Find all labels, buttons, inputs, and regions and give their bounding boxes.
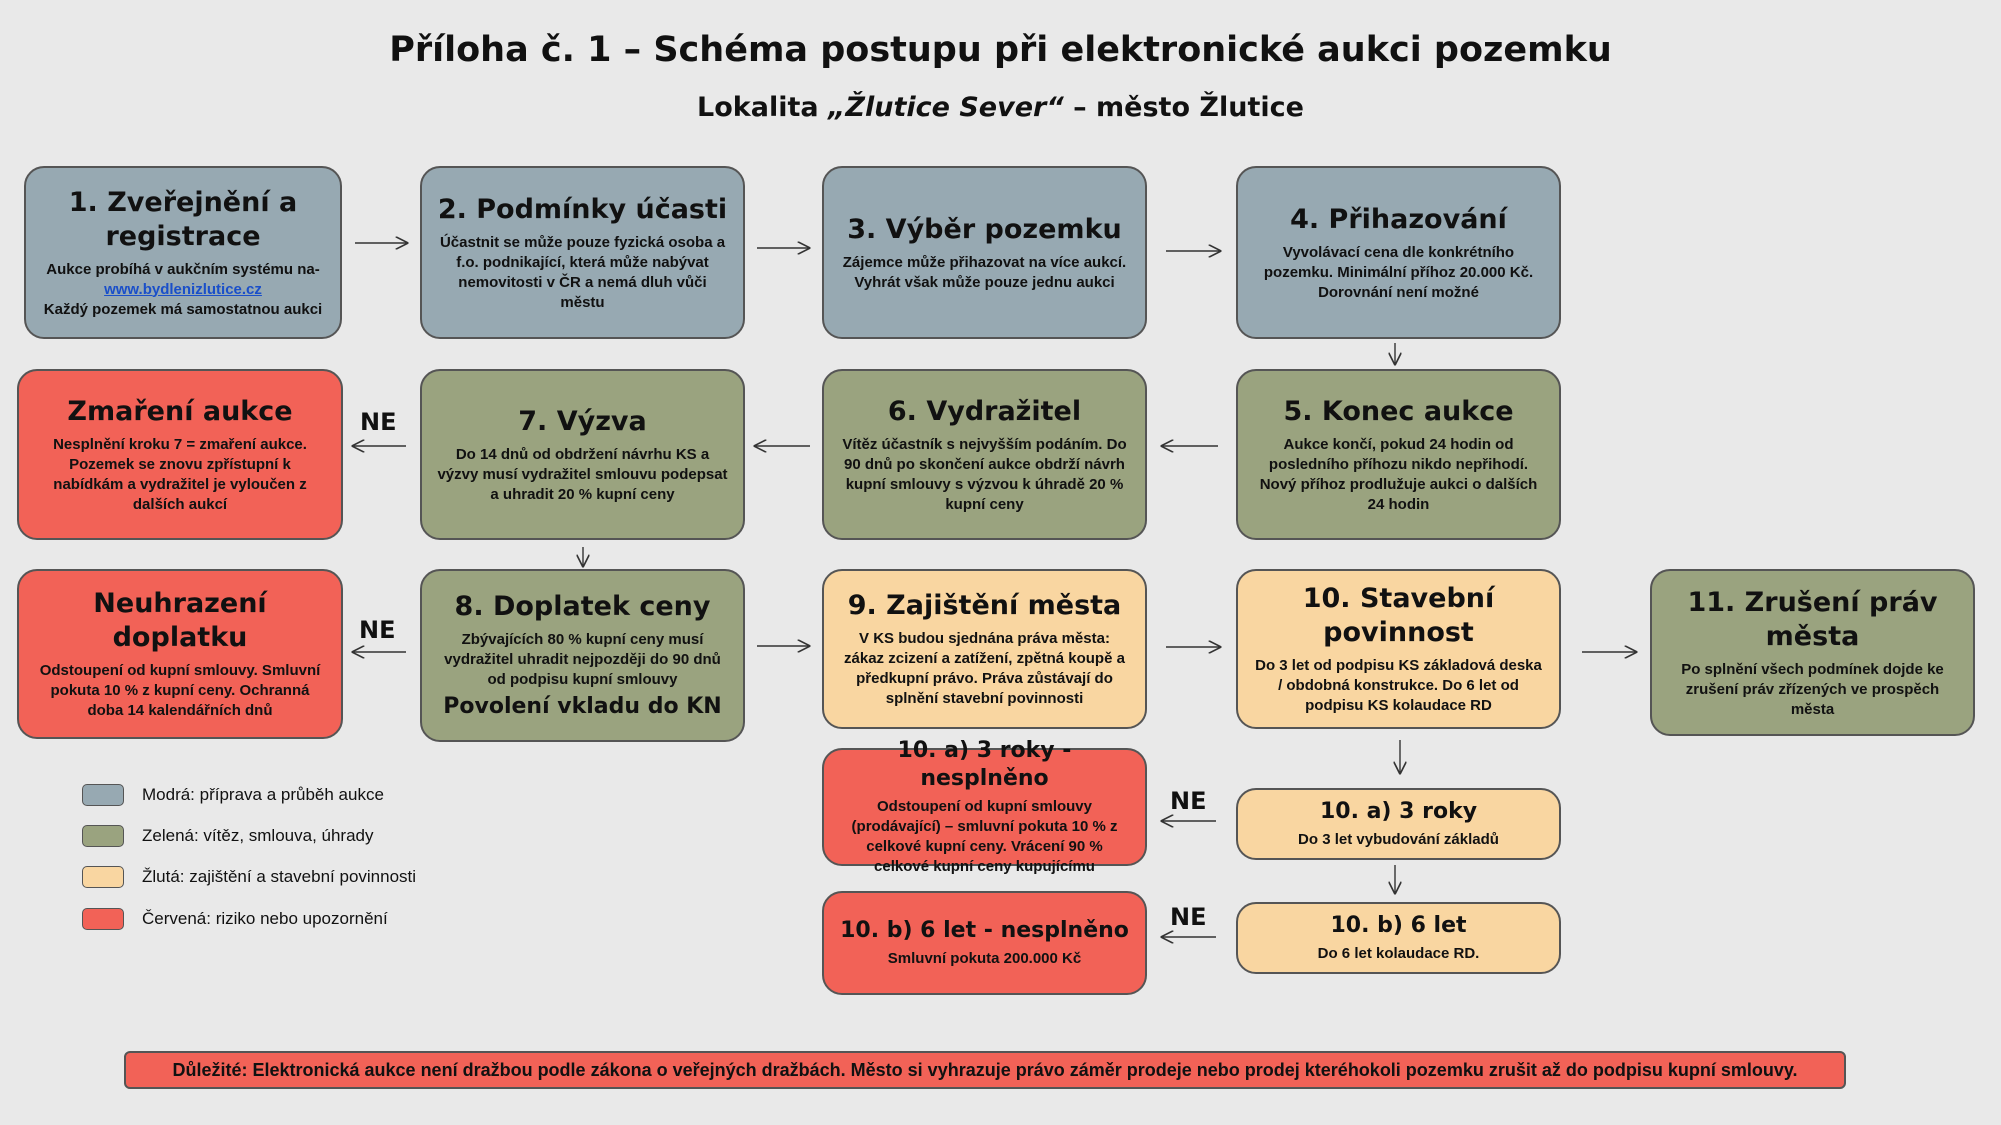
step-8-extra: Povolení vkladu do KN xyxy=(443,693,722,719)
step-6-box xyxy=(822,369,1147,540)
step-4-box xyxy=(1236,166,1561,339)
step-10-text: Do 3 let od podpisu KS základová deska / obdobná konstrukce. Do 6 let od podpisu KS kolaudace RD xyxy=(1255,657,1542,714)
step-11-box xyxy=(1650,569,1975,736)
legend-item-yellow xyxy=(82,864,416,890)
step-2-box xyxy=(420,166,745,339)
legend-item-blue xyxy=(82,782,384,808)
step-3-title: 3. Výběr pozemku xyxy=(847,213,1122,245)
step-10a-title: 10. a) 3 roky xyxy=(1319,799,1478,824)
page-title: Příloha č. 1 – Schéma postupu při elektronické aukci pozemku xyxy=(389,30,1612,70)
subtitle-prefix: Lokalita xyxy=(697,92,829,123)
zmareni-text: Nesplnění kroku 7 = zmaření aukce. Pozemek se znovu zpřístupní k nabídkám a vydražitel je vyloučen z dalších aukcí xyxy=(53,435,307,513)
step-6-title: 6. Vydražitel xyxy=(887,395,1082,427)
ne-label-2: NE xyxy=(359,616,396,644)
step-10a-fail-title: 10. a) 3 roky - nesplněno xyxy=(897,738,1072,791)
step-3-text: Zájemce může přihazovat na více aukcí. Vyhrát však může pouze jednu aukci xyxy=(842,253,1127,291)
step-7-text: Do 14 dnů od obdržení návrhu KS a výzvy musí vydražitel smlouvu podepsat a uhradit 20 % kupní ceny xyxy=(437,445,728,503)
step-8-title: 8. Doplatek ceny xyxy=(454,590,711,622)
step-2-title: 2. Podmínky účasti xyxy=(437,193,728,225)
legend-swatch-blue xyxy=(82,784,124,806)
step-1-box xyxy=(24,166,342,339)
auction-website-link[interactable]: www.bydlenizlutice.cz xyxy=(104,280,262,298)
step-10a-fail-box xyxy=(822,738,1147,875)
important-note-text: Důležité: Elektronická aukce není dražbou podle zákona o veřejných dražbách. Město si vyhrazuje právo záměr prodeje nebo prodej kteréhokoli pozemku zrušit až do podpisu kupní smlouvy. xyxy=(172,1059,1798,1080)
ne-label-3: NE xyxy=(1170,787,1207,815)
legend-label-blue: Modrá: příprava a průběh aukce xyxy=(142,785,384,804)
step-10-title: 10. Stavební povinnost xyxy=(1302,583,1495,648)
legend-item-red xyxy=(82,906,388,932)
important-note-banner xyxy=(124,1051,1846,1089)
neuhrazeni-box xyxy=(17,569,343,739)
step-10b-fail-title: 10. b) 6 let - nesplněno xyxy=(840,918,1129,943)
step-3-box xyxy=(822,166,1147,339)
step-5-text: Aukce končí, pokud 24 hodin od posledního příhozu nikdo nepřihodí. Nový příhoz prodlužuje aukci o dalších 24 hodin xyxy=(1259,435,1538,513)
step-10a-box xyxy=(1236,788,1561,860)
ne-label-1: NE xyxy=(360,408,397,436)
legend-item-green xyxy=(82,823,374,849)
step-9-box xyxy=(822,569,1147,729)
step-10a-text: Do 3 let vybudování základů xyxy=(1298,831,1499,848)
legend-swatch-green xyxy=(82,825,124,847)
step-10b-fail-text: Smluvní pokuta 200.000 Kč xyxy=(887,950,1082,967)
step-10b-fail-box xyxy=(822,891,1147,995)
step-6-text: Vítěz účastník s nejvyšším podáním. Do 90 dnů po skončení aukce obdrží návrh kupní smlouvy s výzvou k úhradě 20 % kupní ceny xyxy=(842,435,1127,513)
step-1-text-a: Aukce probíhá v aukčním systému na- xyxy=(46,260,320,278)
step-1-text-b: Každý pozemek má samostatnou aukci xyxy=(43,300,323,318)
step-4-title: 4. Přihazování xyxy=(1290,203,1507,235)
zmareni-box xyxy=(17,369,343,540)
step-4-text: Vyvolávací cena dle konkrétního pozemku. Minimální příhoz 20.000 Kč. Dorovnání není možné xyxy=(1263,243,1534,301)
step-11-title: 11. Zrušení práv města xyxy=(1687,586,1938,652)
step-10b-text: Do 6 let kolaudace RD. xyxy=(1317,945,1480,962)
legend-label-yellow: Žlutá: zajištění a stavební povinnosti xyxy=(142,867,417,886)
legend-label-red: Červená: riziko nebo upozornění xyxy=(142,909,388,928)
zmareni-title: Zmaření aukce xyxy=(67,395,293,427)
step-10b-box xyxy=(1236,902,1561,974)
step-5-title: 5. Konec aukce xyxy=(1283,395,1514,427)
ne-label-4: NE xyxy=(1170,903,1207,931)
step-8-text: Zbývajících 80 % kupní ceny musí vydražitel uhradit nejpozději do 90 dnů od podpisu kupní smlouvy xyxy=(444,630,721,688)
step-9-title: 9. Zajištění města xyxy=(847,590,1122,621)
step-7-title: 7. Výzva xyxy=(518,405,647,437)
step-8-box xyxy=(420,569,745,742)
legend-label-green: Zelená: vítěz, smlouva, úhrady xyxy=(142,826,374,845)
legend-swatch-red xyxy=(82,908,124,930)
step-1-text xyxy=(40,260,326,320)
step-1-title: 1. Zveřejnění a registrace xyxy=(68,186,298,252)
subtitle-place: „Žlutice Sever“ xyxy=(828,92,1064,123)
legend-swatch-yellow xyxy=(82,866,124,888)
step-5-box xyxy=(1236,369,1561,540)
step-9-text: V KS budou sjednána práva města: zákaz zcizení a zatížení, zpětná koupě a předkupní právo. Práva zůstávají do splnění stavební povinnosti xyxy=(844,630,1125,707)
subtitle-suffix: – město Žlutice xyxy=(1063,92,1304,123)
step-11-text: Po splnění všech podmínek dojde ke zrušení práv zřízených ve prospěch města xyxy=(1681,660,1944,718)
step-10a-fail-text: Odstoupení od kupní smlouvy (prodávající) – smluvní pokuta 10 % z celkové kupní ceny. Vrácení 90 % celkové kupní ceny kupujícímu xyxy=(851,798,1118,875)
neuhrazeni-text: Odstoupení od kupní smlouvy. Smluvní pokuta 10 % z kupní ceny. Ochranná doba 14 kalendářních dnů xyxy=(39,662,321,719)
neuhrazeni-title: Neuhrazení doplatku xyxy=(93,588,267,653)
page-subtitle xyxy=(0,92,2001,123)
step-2-text: Účastnit se může pouze fyzická osoba a f.o. podnikající, která může nabývat nemovitosti v ČR a nemá dluh vůči městu xyxy=(439,233,726,311)
step-10-box xyxy=(1236,569,1561,729)
step-10b-title: 10. b) 6 let xyxy=(1330,913,1467,938)
step-7-box xyxy=(420,369,745,540)
